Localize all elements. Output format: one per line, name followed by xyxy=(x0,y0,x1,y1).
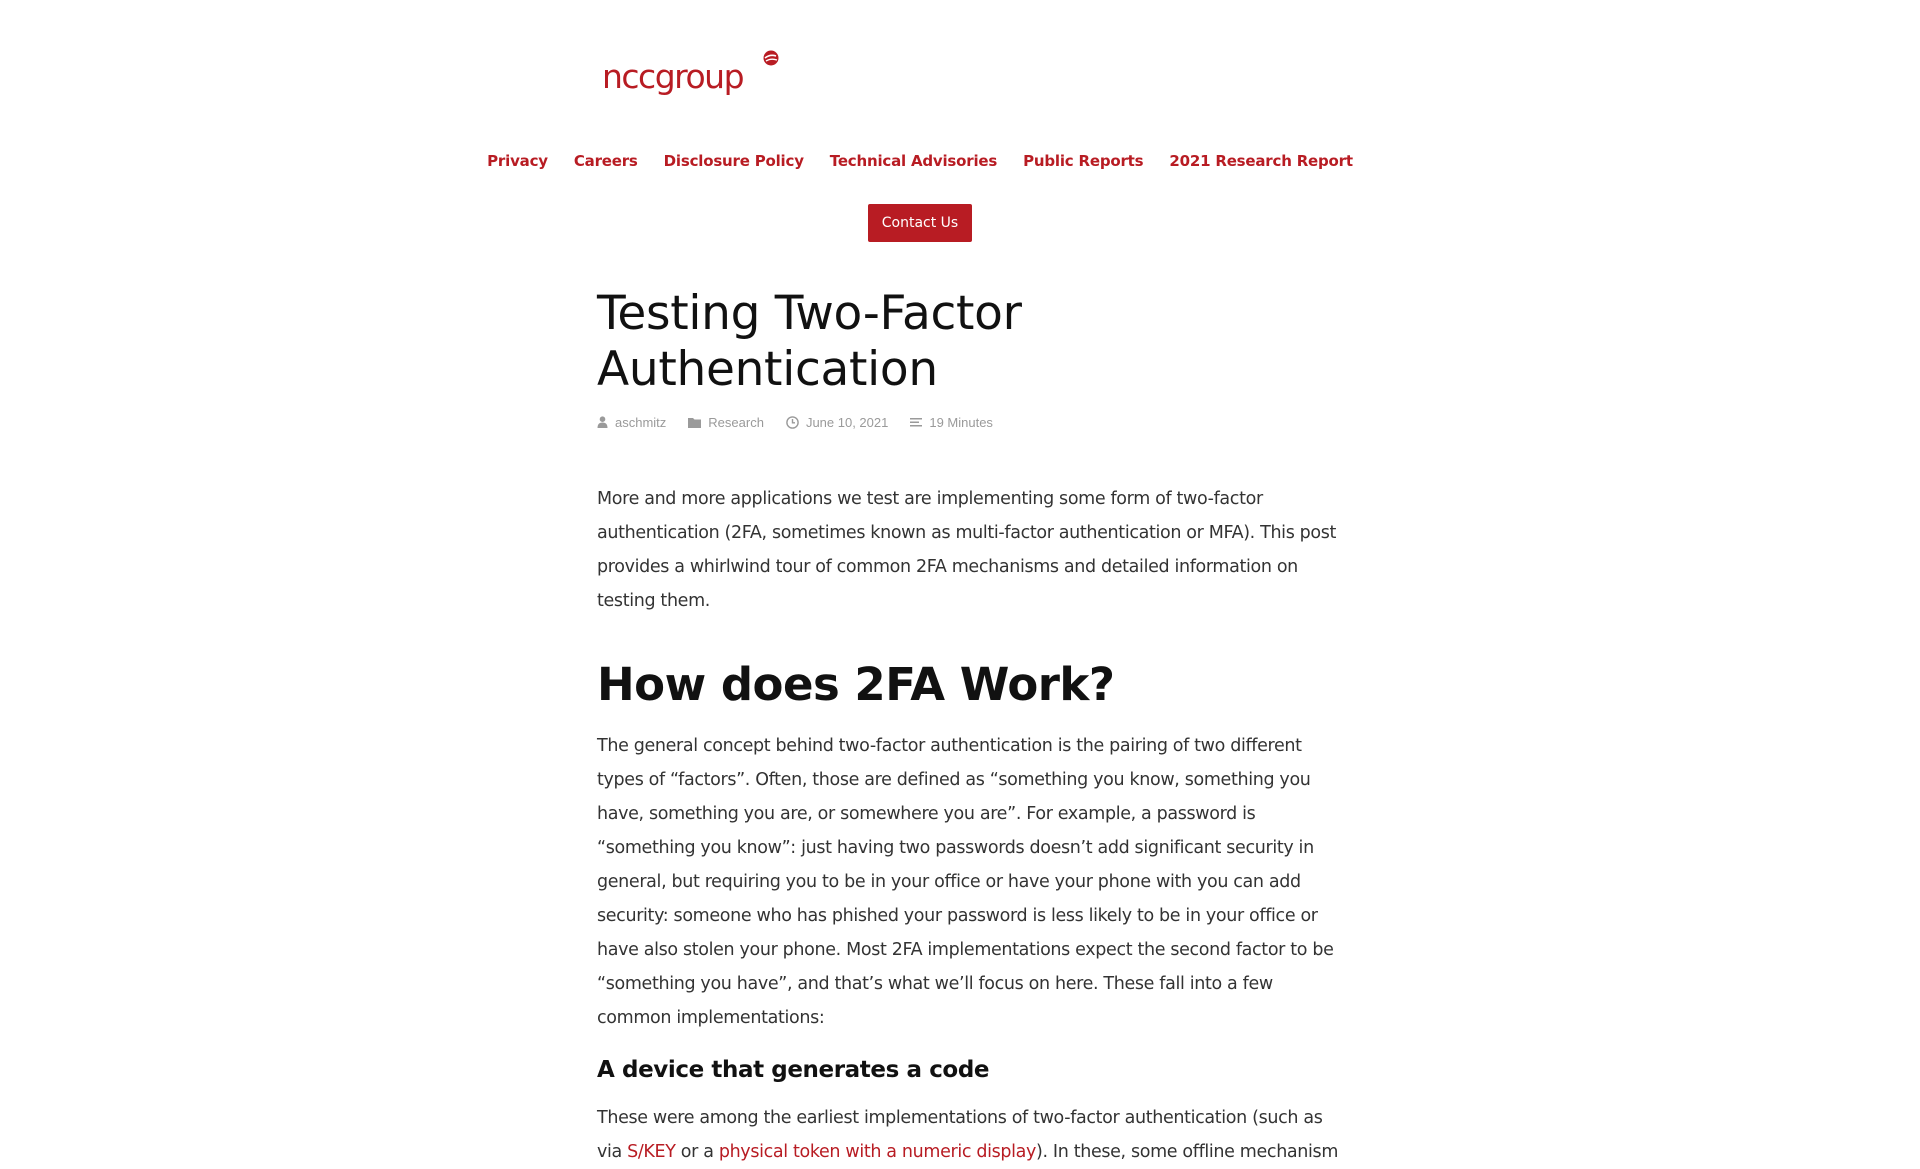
nav-item-technical-advisories[interactable]: Technical Advisories xyxy=(829,152,998,170)
post-meta xyxy=(597,415,1342,430)
sub-paragraph xyxy=(597,1101,1342,1169)
contact-us-button[interactable]: Contact Us xyxy=(868,204,972,242)
sub-text-start: These were among the earliest implementations of two-factor authentication (such as via xyxy=(597,1107,1323,1162)
sub-text-mid: or a xyxy=(675,1141,719,1162)
category-name[interactable]: Research xyxy=(708,414,764,430)
nav-item-careers[interactable]: Careers xyxy=(573,152,638,170)
person-icon xyxy=(597,416,608,428)
skey-link[interactable]: S/KEY xyxy=(627,1141,676,1162)
section-paragraph: The general concept behind two-factor authentication is the pairing of two different types of “factors”. Often, those are defined as “something you know, something you have, something you are, or somewhere you are”. For example, a password is “something you know”: just having two passwords doesn’t add significant security in general, but requiring you to be in your office or have your phone with you can add security: someone who has phished your password is less likely to be in your office or have also stolen your phone. Most 2FA implementations expect the second factor to be “something you have”, and that’s what we’ll focus on here. These fall into a few common implementations: xyxy=(597,735,1334,1028)
subheading: A device that generates a code xyxy=(597,1056,990,1083)
author-name[interactable]: aschmitz xyxy=(615,414,667,430)
physical-token-link[interactable]: physical token with a numeric display xyxy=(718,1141,1037,1162)
date-meta[interactable] xyxy=(786,415,888,430)
main-nav xyxy=(0,152,1840,170)
clock-icon xyxy=(786,416,799,429)
nav-item-public-reports[interactable]: Public Reports xyxy=(1023,152,1144,170)
sub-text-end: ). In these, some offline mechanism xyxy=(1036,1141,1339,1162)
author-meta[interactable] xyxy=(597,415,666,430)
lines-icon xyxy=(910,417,922,428)
article xyxy=(597,280,1342,1169)
nav-item-research-report[interactable]: 2021 Research Report xyxy=(1169,152,1353,170)
category-meta[interactable] xyxy=(688,415,764,430)
nav-item-privacy[interactable]: Privacy xyxy=(487,152,548,170)
read-time: 19 Minutes xyxy=(929,414,993,430)
intro-paragraph: More and more applications we test are implementing some form of two-factor authentication (2FA, sometimes known as multi-factor authentication or MFA). This post provides a whirlwind tour of common 2FA mechanisms and detailed information on testing them. xyxy=(597,488,1337,611)
section-heading: How does 2FA Work? xyxy=(597,657,1115,711)
nccgroup-logo-icon xyxy=(600,48,780,96)
read-time-meta xyxy=(910,415,993,430)
nav-item-disclosure-policy[interactable]: Disclosure Policy xyxy=(663,152,804,170)
logo-text: nccgroup xyxy=(602,57,744,96)
nccgroup-logo[interactable] xyxy=(600,48,780,96)
folder-icon xyxy=(688,417,701,428)
post-title: Testing Two-Factor Authentication xyxy=(597,286,1022,398)
post-date[interactable]: June 10, 2021 xyxy=(805,414,889,430)
